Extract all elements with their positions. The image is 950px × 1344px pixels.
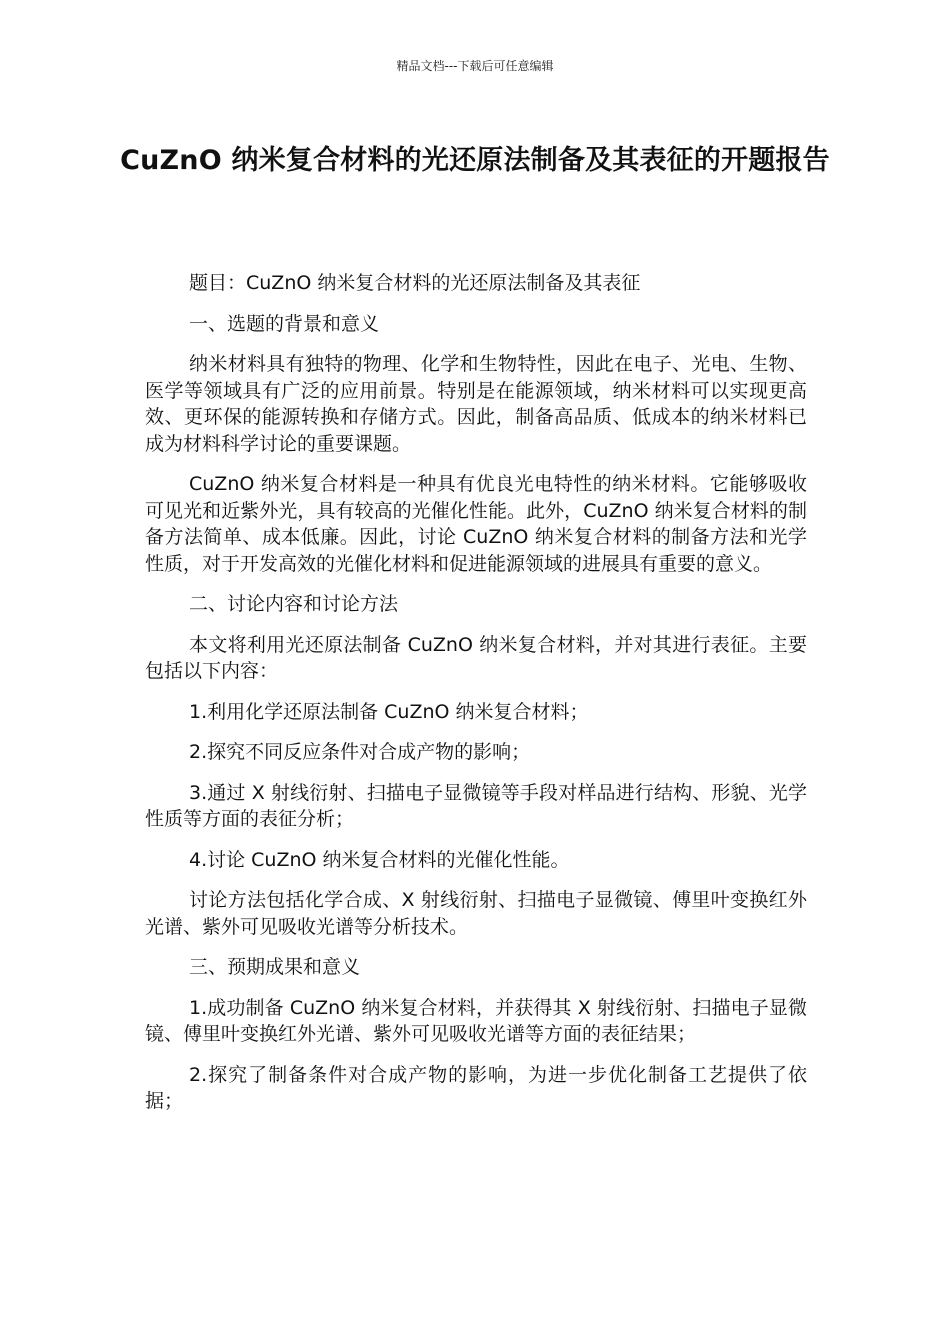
research-item-4: 4.讨论 CuZnO 纳米复合材料的光催化性能。: [189, 848, 570, 871]
document-title: CuZnO 纳米复合材料的光还原法制备及其表征的开题报告: [120, 145, 830, 176]
methods-paragraph: 讨论方法包括化学合成、X 射线衍射、扫描电子显微镜、傅里叶变换红外光谱、紫外可见吸收光谱等分析技术。: [145, 889, 807, 938]
research-item-1: 1.利用化学还原法制备 CuZnO 纳米复合材料；: [189, 700, 589, 723]
topic-line: 题目：CuZnO 纳米复合材料的光还原法制备及其表征: [189, 272, 641, 294]
page-header: 精品文档---下载后可任意编辑: [396, 59, 554, 73]
section-heading-background: 一、选题的背景和意义: [189, 312, 380, 335]
research-intro-paragraph: 本文将利用光还原法制备 CuZnO 纳米复合材料，并对其进行表征。主要包括以下内容：: [145, 633, 807, 682]
research-item-3: 3.通过 X 射线衍射、扫描电子显微镜等手段对样品进行结构、形貌、光学性质等方面的表征分析；: [145, 781, 807, 830]
expected-result-1: 1.成功制备 CuZnO 纳米复合材料，并获得其 X 射线衍射、扫描电子显微镜、傅里叶变换红外光谱、紫外可见吸收光谱等方面的表征结果；: [145, 996, 807, 1045]
section-heading-expected-results: 三、预期成果和意义: [189, 956, 361, 978]
section-heading-research: 二、讨论内容和讨论方法: [189, 593, 399, 615]
background-paragraph-2: CuZnO 纳米复合材料是一种具有优良光电特性的纳米材料。它能够吸收可见光和近紫外光，具有较高的光催化性能。此外，CuZnO 纳米复合材料的制备方法简单、成本低廉。因此，讨论 CuZnO 纳米复合材料的制备方法和光学性质，对于开发高效的光催化材料和促进能源领域的进展具有重要的意义。: [145, 473, 807, 575]
research-item-2: 2.探究不同反应条件对合成产物的影响；: [189, 741, 531, 763]
background-paragraph-1: 纳米材料具有独特的物理、化学和生物特性，因此在电子、光电、生物、医学等领域具有广泛的应用前景。特别是在能源领域，纳米材料可以实现更高效、更环保的能源转换和存储方式。因此，制备高品质、低成本的纳米材料已成为材料科学讨论的重要课题。: [145, 353, 807, 455]
document-body: [145, 270, 807, 1129]
expected-result-2: 2.探究了制备条件对合成产物的影响，为进一步优化制备工艺提供了依据；: [145, 1063, 807, 1112]
